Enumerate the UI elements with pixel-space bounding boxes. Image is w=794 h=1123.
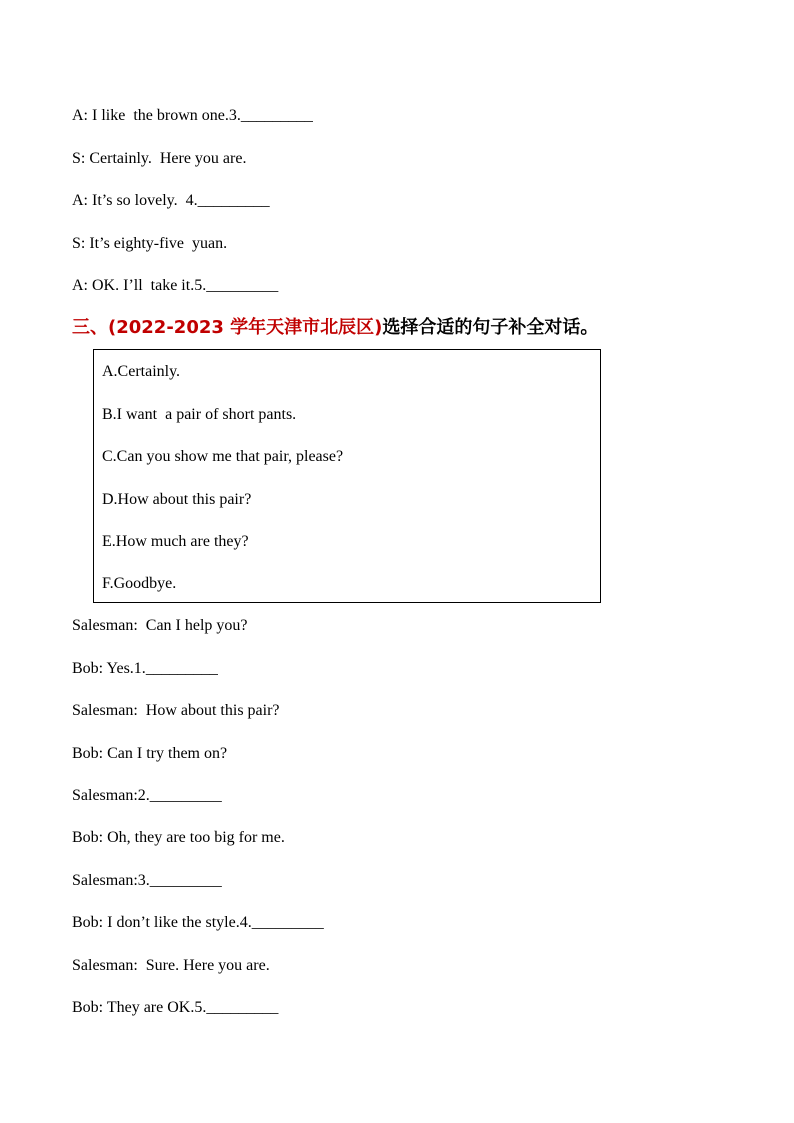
answer-blank-3[interactable]: _________ <box>240 107 313 124</box>
answer-blank-5b[interactable]: _________ <box>206 999 279 1016</box>
dialogue1-line-2-text: S: Certainly. Here you are. <box>72 150 247 167</box>
answer-blank-1[interactable]: _________ <box>145 660 218 677</box>
dialogue2-line-6 <box>72 828 285 848</box>
dialogue1-line-1 <box>72 106 313 126</box>
option-b: B.I want a pair of short pants. <box>102 406 297 423</box>
option-c: C.Can you show me that pair, please? <box>102 448 344 465</box>
section-number: 三、 <box>72 317 108 338</box>
dialogue2-line-10-text: Bob: They are OK.5. <box>72 999 207 1016</box>
dialogue2-line-1 <box>72 616 248 636</box>
dialogue1-line-3-text: A: It’s so lovely. 4. <box>72 192 198 209</box>
option-f: F.Goodbye. <box>102 575 177 592</box>
dialogue2-line-7-text: Salesman:3. <box>72 872 150 889</box>
dialogue2-line-9 <box>72 956 270 976</box>
option-a: A.Certainly. <box>102 363 181 380</box>
option-d: D.How about this pair? <box>102 491 252 508</box>
dialogue1-line-5-text: A: OK. I’ll take it.5. <box>72 277 207 294</box>
answer-blank-2[interactable]: _________ <box>149 787 222 804</box>
dialogue2-line-8 <box>72 913 324 933</box>
dialogue2-line-4-text: Bob: Can I try them on? <box>72 745 228 762</box>
dialogue2-line-10 <box>72 998 278 1018</box>
dialogue2-line-3 <box>72 701 280 721</box>
answer-blank-4b[interactable]: _________ <box>251 914 324 931</box>
answer-blank-5[interactable]: _________ <box>206 277 279 294</box>
option-e: E.How much are they? <box>102 533 249 550</box>
section-3-heading <box>72 316 598 340</box>
dialogue2-line-2-text: Bob: Yes.1. <box>72 660 146 677</box>
dialogue1-line-3 <box>72 191 270 211</box>
dialogue2-line-7 <box>72 871 222 891</box>
dialogue2-line-5-text: Salesman:2. <box>72 787 150 804</box>
dialogue2-line-4 <box>72 744 227 764</box>
section-source: (2022-2023 学年天津市北辰区) <box>108 317 383 338</box>
dialogue2-line-9-text: Salesman: Sure. Here you are. <box>72 957 270 974</box>
answer-blank-4[interactable]: _________ <box>197 192 270 209</box>
dialogue1-line-4 <box>72 234 227 254</box>
dialogue2-line-1-text: Salesman: Can I help you? <box>72 617 248 634</box>
dialogue1-line-1-text: A: I like the brown one.3. <box>72 107 241 124</box>
dialogue1-line-4-text: S: It’s eighty-five yuan. <box>72 235 228 252</box>
dialogue2-line-5 <box>72 786 222 806</box>
options-box <box>93 349 601 603</box>
answer-blank-3b[interactable]: _________ <box>149 872 222 889</box>
dialogue2-line-2 <box>72 659 218 679</box>
dialogue2-line-8-text: Bob: I don’t like the style.4. <box>72 914 252 931</box>
dialogue2-line-6-text: Bob: Oh, they are too big for me. <box>72 829 285 846</box>
dialogue1-line-2 <box>72 149 246 169</box>
dialogue2-line-3-text: Salesman: How about this pair? <box>72 702 280 719</box>
dialogue1-line-5 <box>72 276 278 296</box>
section-instruction: 选择合适的句子补全对话。 <box>382 317 599 338</box>
